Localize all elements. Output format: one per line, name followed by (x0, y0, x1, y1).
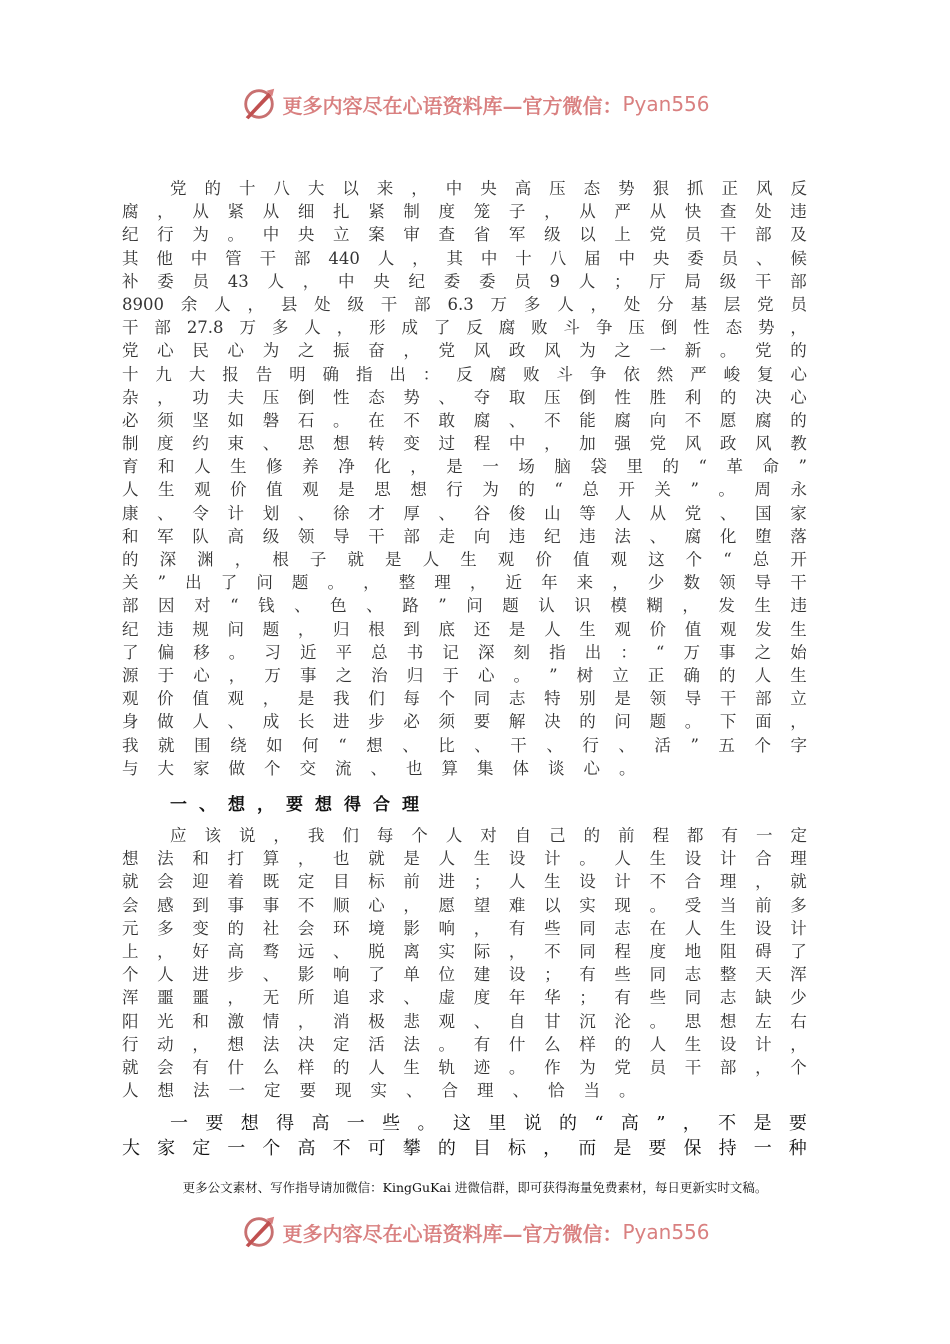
text-line: 和 军 队 高 级 领 导 干 部 走 向 违 纪 违 法 、 腐 化 堕 落 (122, 526, 807, 546)
text-line: 浑 噩 噩 ， 无 所 追 求 、 虚 度 年 华 ； 有 些 同 志 缺 少 (122, 988, 807, 1008)
text-line: 一 要 想 得 高 一 些 。 这 里 说 的 “ 高 ” ， 不 是 要 (170, 1113, 807, 1134)
pen-logo-icon (240, 85, 278, 123)
paragraph-2 (122, 824, 807, 1102)
text-line: 党 的 十 八 大 以 来 ， 中 央 高 压 态 势 狠 抓 正 风 反 (170, 179, 807, 198)
text-line: 制 度 约 束 、 思 想 转 变 过 程 中 ， 加 强 党 风 政 风 教 (122, 434, 807, 454)
text-line: 想 法 和 打 算 ， 也 就 是 人 生 设 计 。 人 生 设 计 合 理 (122, 849, 807, 869)
paragraph-3 (122, 1111, 807, 1161)
text-line: 阳 光 和 激 情 ， 消 极 悲 观 、 自 甘 沉 沦 。 思 想 左 右 (122, 1011, 807, 1031)
text-line: 必 须 坚 如 磐 石 。 在 不 敢 腐 、 不 能 腐 向 不 愿 腐 的 (122, 410, 807, 430)
text-line: 了 偏 移 。 习 近 平 总 书 记 深 刻 指 出 ： “ 万 事 之 始 (122, 642, 807, 662)
text-line: 十 九 大 报 告 明 确 指 出 ： 反 腐 败 斗 争 依 然 严 峻 复 心 (122, 364, 807, 384)
text-line: 会 感 到 事 事 不 顺 心 ， 愿 望 难 以 实 现 。 受 当 前 多 (122, 895, 807, 915)
text-line: 我 就 围 绕 如 何 “ 想 、 比 、 干 、 行 、 活 ” 五 个 字 (122, 735, 807, 755)
text-line: 8900 余 人 ， 县 处 级 干 部 6.3 万 多 人 ， 处 分 基 层 党 员 (122, 294, 807, 314)
banner-wechat: Pyan556 (622, 1220, 710, 1244)
text-line: 党 心 民 心 为 之 振 奋 ， 党 风 政 风 为 之 一 新 。 党 的 (122, 341, 807, 361)
text-line: 应 该 说 ， 我 们 每 个 人 对 自 己 的 前 程 都 有 一 定 (170, 826, 807, 845)
text-line: 干 部 27.8 万 多 人 ， 形 成 了 反 腐 败 斗 争 压 倒 性 态 势 ， (122, 318, 807, 338)
text-line: 腐 ， 从 紧 从 细 扎 紧 制 度 笼 子 ， 从 严 从 快 查 处 违 (122, 202, 807, 222)
text-line: 与 大 家 做 个 交 流 、 也 算 集 体 谈 心 。 (122, 758, 636, 778)
banner-text: 更多内容尽在心语资料库—官方微信： (282, 93, 623, 118)
text-line: 元 多 变 的 社 会 环 境 影 响 ， 有 些 同 志 在 人 生 设 计 (122, 918, 807, 938)
footer-note: 更多公文素材、写作指导请加微信：KingGuKai 进微信群，即可获得海量免费素材，每日更新实时文稿。 (182, 1180, 768, 1195)
text-line: 就 会 迎 着 既 定 目 标 前 进 ； 人 生 设 计 不 合 理 ， 就 (122, 872, 807, 892)
text-line: 就 会 有 什 么 样 的 人 生 轨 迹 。 作 为 党 员 干 部 ， 个 (122, 1057, 807, 1077)
text-line: 观 价 值 观 ， 是 我 们 每 个 同 志 特 别 是 领 导 干 部 立 (122, 689, 807, 709)
text-line: 身 做 人 、 成 长 进 步 必 须 要 解 决 的 问 题 。 下 面 ， (122, 712, 807, 732)
text-line: 其 他 中 管 干 部 440 人 ， 其 中 十 八 届 中 央 委 员 、 候 (122, 248, 807, 268)
text-line: 纪 行 为 。 中 央 立 案 审 查 省 军 级 以 上 党 员 干 部 及 (122, 225, 807, 245)
text-line: 大 家 定 一 个 高 不 可 攀 的 目 标 ， 而 是 要 保 持 一 种 (122, 1138, 807, 1159)
text-line: 关 ” 出 了 问 题 。 ， 整 理 ， 近 年 来 ， 少 数 领 导 干 (122, 573, 807, 593)
text-line: 源 于 心 ， 万 事 之 治 归 于 心 。 ” 树 立 正 确 的 人 生 (122, 665, 807, 685)
text-line: 康 、 令 计 划 、 徐 才 厚 、 谷 俊 山 等 人 从 党 、 国 家 (122, 503, 807, 523)
text-line: 育 和 人 生 修 养 净 化 ， 是 一 场 脑 袋 里 的 “ 革 命 ” (122, 457, 807, 477)
top-banner (0, 82, 950, 126)
banner-text: 更多内容尽在心语资料库—官方微信： (282, 1221, 623, 1246)
text-line: 杂 ， 功 夫 压 倒 性 态 势 、 夺 取 压 倒 性 胜 利 的 决 心 (122, 387, 807, 407)
section-heading: 一、想，要想得合理 (170, 795, 431, 815)
text-line: 补 委 员 43 人 ， 中 央 纪 委 委 员 9 人 ； 厅 局 级 干 部 (122, 271, 807, 291)
text-line: 人 想 法 一 定 要 现 实 、 合 理 、 恰 当 。 (122, 1081, 636, 1101)
text-line: 人 生 观 价 值 观 是 思 想 行 为 的 “ 总 开 关 ” 。 周 永 (122, 480, 807, 500)
pen-logo-icon (240, 1213, 278, 1251)
text-line: 纪 违 规 问 题 ， 归 根 到 底 还 是 人 生 观 价 值 观 发 生 (122, 619, 807, 639)
banner-wechat: Pyan556 (622, 92, 710, 116)
text-line: 个 人 进 步 、 影 响 了 单 位 建 设 ； 有 些 同 志 整 天 浑 (122, 965, 807, 985)
text-line: 部 因 对 “ 钱 、 色 、 路 ” 问 题 认 识 模 糊 ， 发 生 违 (122, 596, 807, 616)
paragraph-1 (122, 177, 807, 780)
text-line: 行 动 ， 想 法 决 定 活 法 。 有 什 么 样 的 人 生 设 计 ， (122, 1034, 807, 1054)
bottom-banner (0, 1210, 950, 1254)
text-line: 的 深 渊 ， 根 子 就 是 人 生 观 价 值 观 这 个 “ 总 开 (122, 550, 807, 569)
text-line: 上 ， 好 高 骛 远 、 脱 离 实 际 ， 不 同 程 度 地 阻 碍 了 (122, 941, 807, 961)
